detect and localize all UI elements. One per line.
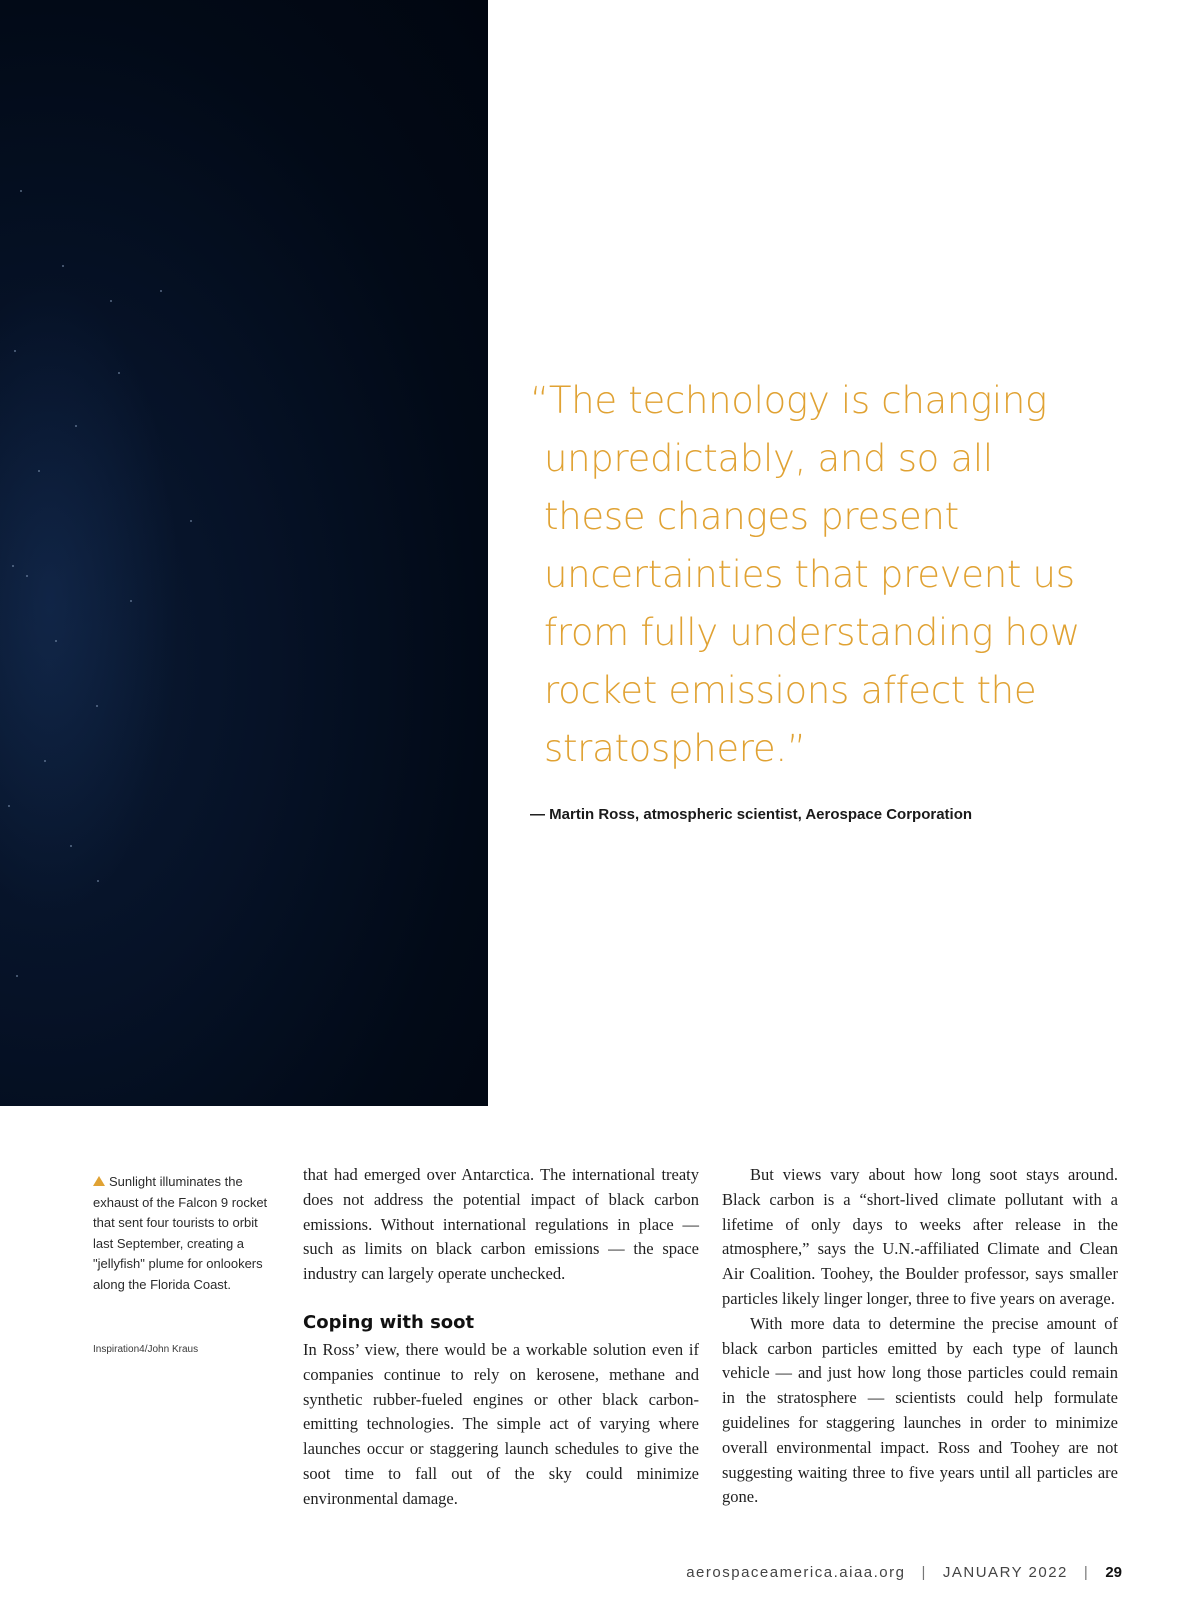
footer-separator: |: [1083, 1564, 1090, 1581]
star: [55, 640, 57, 642]
star: [160, 290, 162, 292]
triangle-up-icon: [93, 1176, 105, 1186]
article-paragraph: In Ross’ view, there would be a workable solution even if companies continue to rely on kerosene, methane and synthetic rubber-fueled engines or other black carbon-emitting technologies. The simple act of varying where launches occur or staggering launch schedules to give the soot time to fall out of the sky could minimize environmental damage.: [303, 1339, 699, 1508]
star: [190, 520, 192, 522]
caption-text: Sunlight illuminates the exhaust of the Falcon 9 rocket that sent four tourists to orbit last September, creating a "jellyfish" plume for onlookers along the Florida Coast.: [93, 1174, 268, 1292]
article-paragraph: But views vary about how long soot stays around. Black carbon is a “short-lived climate pollutant with a lifetime of only days to weeks after release in the atmosphere,” says the U.N.-affiliated Climate and Clean Air Coalition. Toohey, the Boulder professor, says smaller particles likely linger longer, three to five years on average.: [722, 1165, 1118, 1308]
star: [14, 350, 16, 352]
star: [96, 705, 98, 707]
article-column-1: [303, 1163, 699, 1512]
article-paragraph: that had emerged over Antarctica. The international treaty does not address the potential impact of black carbon emissions. Without international regulations in place — such as limits on black carbon emissions — the space industry can largely operate unchecked.: [303, 1165, 699, 1284]
star: [38, 470, 40, 472]
star: [44, 760, 46, 762]
star: [110, 300, 112, 302]
rocket-night-photo: [0, 0, 488, 1106]
star: [118, 372, 120, 374]
star: [130, 600, 132, 602]
section-subhead: Coping with soot: [303, 1311, 475, 1333]
star: [20, 190, 22, 192]
article-column-2: [722, 1163, 1118, 1510]
photo-credit: Inspiration4/John Kraus: [93, 1344, 199, 1355]
star: [75, 425, 77, 427]
page-footer: [686, 1564, 1122, 1581]
article-paragraph: With more data to determine the precise amount of black carbon particles emitted by each type of launch vehicle — and just how long those particles could remain in the stratosphere — scientists could help formulate guidelines for staggering launches in order to minimize overall environmental impact. Ross and Toohey are not suggesting waiting three to five years until all particles are gone.: [722, 1313, 1118, 1507]
star: [8, 805, 10, 807]
star: [26, 575, 28, 577]
star: [12, 565, 14, 567]
footer-separator: |: [921, 1564, 927, 1581]
footer-site: aerospaceamerica.aiaa.org: [686, 1564, 906, 1581]
star: [62, 265, 64, 267]
footer-issue: JANUARY 2022: [942, 1564, 1068, 1581]
star: [16, 975, 18, 977]
star: [70, 845, 72, 847]
pull-quote: “The technology is changing unpredictably, and so all these changes present uncertainties that prevent us from fully understanding how rocket emissions affect the stratosphere.”: [530, 379, 1080, 770]
star: [97, 880, 99, 882]
page-number: 29: [1105, 1564, 1122, 1581]
quote-attribution: — Martin Ross, atmospheric scientist, Aerospace Corporation: [530, 806, 973, 823]
photo-caption: [93, 1172, 273, 1295]
photo-glow: [0, 280, 180, 920]
